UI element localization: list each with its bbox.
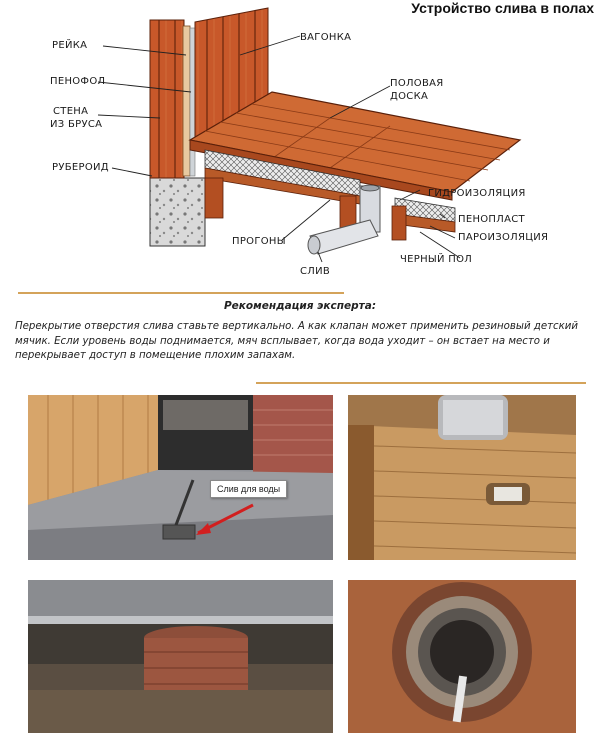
label-polovaya-line2: ДОСКА (390, 91, 429, 102)
floor-drain-diagram (0, 0, 600, 290)
photo-tag-label: Слив для воды (210, 480, 287, 498)
label-progony: ПРОГОНЫ (232, 236, 286, 247)
divider-bottom (256, 382, 586, 384)
label-stena-line2: ИЗ БРУСА (50, 119, 103, 130)
label-reika: РЕЙКА (52, 40, 88, 51)
photo-wood-floor (348, 395, 576, 560)
label-polovaya-line1: ПОЛОВАЯ (390, 78, 444, 89)
label-paroiz: ПАРОИЗОЛЯЦИЯ (458, 232, 549, 243)
label-penoplast: ПЕНОПЛАСТ (458, 214, 525, 225)
photo-brick-pit-image (28, 580, 333, 733)
drain-inlet (361, 185, 379, 191)
foil (190, 28, 195, 176)
label-penofol: ПЕНОФОЛ (50, 76, 106, 87)
photo-drain-room-image (28, 395, 333, 560)
expert-text: Перекрытие отверстия слива ставьте вертикально. А как клапан может применить резиновый детский мячик. Если уровень воды поднимается, мяч всплывает, когда вода уходит – он встает на место и перекрывает доступ в помещение плохим запахам. (15, 321, 579, 361)
photo-round-drain-image (348, 580, 576, 733)
label-vagonka: ВАГОНКА (300, 32, 352, 43)
photo-brick-pit (28, 580, 333, 733)
drain-pipe-end (308, 236, 320, 254)
photo-round-drain (348, 580, 576, 733)
label-gidro: ГИДРОИЗОЛЯЦИЯ (428, 188, 526, 199)
label-cherny: ЧЕРНЫЙ ПОЛ (400, 254, 473, 265)
expert-title: Рекомендация эксперта: (223, 300, 377, 312)
slat (183, 26, 190, 176)
label-sliv: СЛИВ (300, 266, 331, 277)
joist-left (205, 178, 223, 218)
divider-top (18, 292, 344, 294)
page-title: Устройство слива в полах (411, 0, 594, 16)
photo-drain-room (28, 395, 333, 560)
joist-right (392, 206, 406, 240)
foundation (150, 178, 205, 246)
label-ruberoid: РУБЕРОИД (52, 162, 109, 173)
log-wall (150, 20, 184, 178)
photo-wood-floor-image (348, 395, 576, 560)
label-stena-line1: СТЕНА (53, 106, 89, 117)
